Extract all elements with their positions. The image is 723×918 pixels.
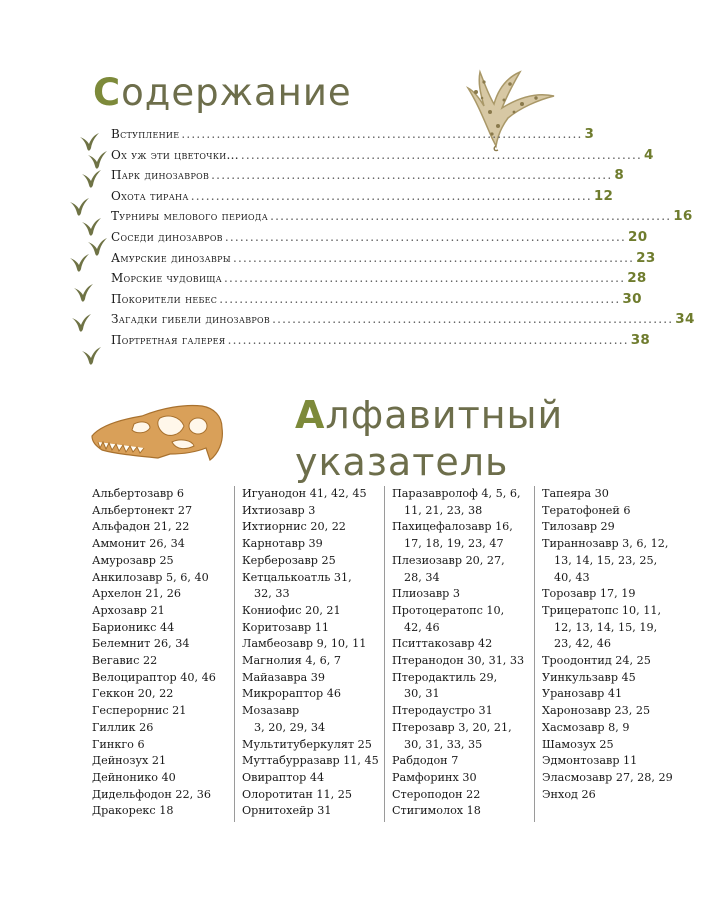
index-entry: Харонозавр 23, 25 <box>542 704 651 718</box>
index-entry-continuation: 28, 34 <box>404 570 440 584</box>
index-entry: Архозавр 21 <box>92 603 165 617</box>
toc-entry-page: 34 <box>675 311 695 328</box>
toc-list <box>111 126 695 353</box>
index-entry: Плезиозавр 20, 27, <box>392 553 505 567</box>
index-entry: Птеродактиль 29, <box>392 670 498 684</box>
toc-entry-title: Покорители небес <box>111 291 218 306</box>
index-entry: Мозазавр <box>242 704 300 718</box>
toc-entry-page: 23 <box>636 249 656 266</box>
toc-heading-rest: одержание <box>121 71 352 114</box>
toc-leader-dots: ................................................................................ <box>240 147 643 162</box>
index-entry: Кониофис 20, 21 <box>242 603 341 617</box>
index-column-4 <box>542 486 673 803</box>
index-entry: Эдмонтозавр 11 <box>542 754 638 768</box>
index-entry: Гиллик 26 <box>92 720 154 734</box>
index-entry: Альбертонект 27 <box>92 503 193 517</box>
index-entry: Рамфоринх 30 <box>392 770 477 784</box>
index-entry: Паразавролоф 4, 5, 6, <box>392 487 521 500</box>
index-entry: Протоцератопс 10, <box>392 603 505 617</box>
index-entry: Ламбеозавр 9, 10, 11 <box>242 637 367 651</box>
index-entry: Анкилозавр 5, 6, 40 <box>92 570 209 584</box>
toc-entry[interactable] <box>111 270 647 291</box>
column-divider <box>534 486 535 822</box>
toc-entry-page: 8 <box>614 167 625 184</box>
toc-entry[interactable] <box>111 331 651 353</box>
toc-leader-dots: ................................................................................ <box>190 188 592 203</box>
toc-entry-title: Охота тирана <box>111 188 189 203</box>
alphabetical-index <box>92 486 692 826</box>
index-entry: Карнотавр 39 <box>242 537 323 551</box>
toc-entry-page: 20 <box>628 228 648 245</box>
toc-heading <box>93 71 352 114</box>
toc-leader-dots: ................................................................................ <box>219 291 621 306</box>
index-entry: Альбертозавр 6 <box>92 487 185 500</box>
toc-leader-dots: ................................................................................ <box>224 271 626 286</box>
index-entry: Олоротитан 11, 25 <box>242 787 353 801</box>
index-entry: Уранозавр 41 <box>542 687 623 701</box>
toc-entry-title: Портретная галерея <box>111 332 226 347</box>
bird-icon <box>80 216 102 238</box>
toc-leader-dots: ................................................................................ <box>227 332 629 347</box>
bird-icon <box>80 345 102 367</box>
index-entry: Аммонит 26, 34 <box>92 537 185 551</box>
toc-entry[interactable] <box>111 311 695 332</box>
index-entry: Микрораптор 46 <box>242 687 341 701</box>
index-entry: Птерозавр 3, 20, 21, <box>392 720 512 734</box>
index-entry: Энход 26 <box>542 787 596 801</box>
toc-entry-title: Парк динозавров <box>111 168 210 183</box>
index-entry: Тираннозавр 3, 6, 12, <box>542 537 669 551</box>
index-entry: Дидельфодон 22, 36 <box>92 787 211 801</box>
toc-leader-dots: ................................................................................ <box>232 250 635 265</box>
index-entry: Тилозавр 29 <box>542 520 615 534</box>
index-entry: Эласмозавр 27, 28, 29 <box>542 770 673 784</box>
index-entry-continuation: 42, 46 <box>404 620 440 634</box>
index-entry: Мультитуберкулят 25 <box>242 737 372 751</box>
bird-icon <box>70 312 92 334</box>
toc-entry-title: Соседи динозавров <box>111 229 223 244</box>
index-heading-line-2: указатель <box>295 440 509 484</box>
index-entry: Шамозух 25 <box>542 737 614 751</box>
index-entry: Рабдодон 7 <box>392 754 459 768</box>
index-heading-rest: лфавитный <box>325 393 564 437</box>
column-divider <box>384 486 385 822</box>
toc-entry-title: Амурские динозавры <box>111 250 231 265</box>
bird-icon <box>80 168 102 190</box>
index-entry: Белемнит 26, 34 <box>92 637 190 651</box>
index-entry: Амурозавр 25 <box>92 553 174 567</box>
index-entry: Трицератопс 10, 11, <box>542 603 662 617</box>
toc-entry[interactable] <box>111 290 642 312</box>
index-heading-initial: А <box>295 393 326 437</box>
toc-entry-page: 3 <box>584 126 595 142</box>
index-entry-continuation: 40, 43 <box>554 570 590 584</box>
toc-entry[interactable] <box>111 187 614 209</box>
index-entry-continuation: 12, 13, 14, 15, 19, <box>554 620 658 634</box>
column-divider <box>234 486 235 822</box>
toc-entry[interactable] <box>111 249 656 271</box>
index-entry: Дейнонико 40 <box>92 770 176 784</box>
index-entry: Кетцалькоатль 31, <box>242 570 352 584</box>
toc-entry[interactable] <box>111 228 648 250</box>
toc-leader-dots: ................................................................................ <box>181 127 583 141</box>
index-entry-continuation: 3, 20, 29, 34 <box>254 720 326 734</box>
index-column-3 <box>392 486 524 820</box>
index-entry: Керберозавр 25 <box>242 553 336 567</box>
index-entry: Троодонтид 24, 25 <box>542 654 651 668</box>
index-entry: Барионикс 44 <box>92 620 175 634</box>
toc-entry[interactable] <box>111 208 693 229</box>
index-entry: Птеродаустро 31 <box>392 704 493 718</box>
toc-entry[interactable] <box>111 146 654 168</box>
index-entry: Ихтиорнис 20, 22 <box>242 520 346 534</box>
index-entry-continuation: 23, 42, 46 <box>554 637 611 651</box>
toc-entry-page: 12 <box>593 187 614 204</box>
index-entry: Дракорекс 18 <box>92 804 174 818</box>
bird-icon <box>72 282 94 304</box>
index-entry: Хасмозавр 8, 9 <box>542 720 630 734</box>
index-entry: Альфадон 21, 22 <box>92 520 190 534</box>
toc-leader-dots: ................................................................................ <box>272 312 674 327</box>
bird-icon <box>68 196 90 218</box>
toc-entry-title: Ох уж эти цветочки... <box>111 147 239 162</box>
toc-entry-title: Турниры мелового периода <box>111 209 269 224</box>
index-entry: Стероподон 22 <box>392 787 481 801</box>
index-entry: Пахицефалозавр 16, <box>392 520 513 534</box>
toc-entry-page: 4 <box>644 146 654 163</box>
toc-leader-dots: ................................................................................ <box>211 168 613 183</box>
toc-leader-dots: ................................................................................ <box>224 229 627 244</box>
index-entry: Тератофоней 6 <box>542 503 631 517</box>
index-entry: Пситтакозавр 42 <box>392 637 493 651</box>
index-entry: Муттабурразавр 11, 45 <box>242 754 379 768</box>
index-entry: Тапеяра 30 <box>542 487 609 500</box>
index-entry-continuation: 11, 21, 23, 38 <box>404 503 483 517</box>
index-entry: Магнолия 4, 6, 7 <box>242 654 341 668</box>
skull-icon <box>88 402 228 468</box>
index-entry: Плиозавр 3 <box>392 587 460 601</box>
index-column-2 <box>242 486 379 820</box>
index-heading-line-1 <box>295 392 563 439</box>
index-entry: Гесперорнис 21 <box>92 704 187 718</box>
index-entry: Архелон 21, 26 <box>92 587 182 601</box>
index-column-1 <box>92 486 216 820</box>
index-entry: Дейнозух 21 <box>92 754 167 768</box>
toc-entry-page: 38 <box>630 331 651 348</box>
index-entry: Майазавра 39 <box>242 670 325 684</box>
index-entry: Коритозавр 11 <box>242 620 329 634</box>
toc-entry-title: Вступление <box>111 127 180 141</box>
index-entry: Овираптор 44 <box>242 770 325 784</box>
index-entry: Геккон 20, 22 <box>92 687 174 701</box>
toc-entry-title: Морские чудовища <box>111 271 223 286</box>
index-entry: Ихтиозавр 3 <box>242 503 316 517</box>
index-entry: Стигимолох 18 <box>392 804 481 818</box>
index-entry-continuation: 13, 14, 15, 23, 25, <box>554 553 658 567</box>
bird-icon <box>68 252 90 274</box>
index-entry: Уинкульзавр 45 <box>542 670 636 684</box>
index-heading <box>295 392 563 486</box>
toc-entry-page: 28 <box>627 270 647 287</box>
toc-heading-initial: С <box>93 71 122 114</box>
index-entry: Гинкго 6 <box>92 737 145 751</box>
index-entry: Вегавис 22 <box>92 654 158 668</box>
toc-entry[interactable] <box>111 167 625 188</box>
index-entry: Игуанодон 41, 42, 45 <box>242 487 367 500</box>
index-entry: Торозавр 17, 19 <box>542 587 636 601</box>
toc-entry-page: 30 <box>622 290 642 307</box>
index-entry-continuation: 30, 31, 33, 35 <box>404 737 483 751</box>
index-entry-continuation: 30, 31 <box>404 687 440 701</box>
index-entry: Птеранодон 30, 31, 33 <box>392 654 525 668</box>
toc-leader-dots: ................................................................................ <box>270 209 672 224</box>
index-entry-continuation: 32, 33 <box>254 587 290 601</box>
toc-entry-title: Загадки гибели динозавров <box>111 312 271 327</box>
index-entry-continuation: 17, 18, 19, 23, 47 <box>404 537 504 551</box>
index-entry: Орнитохейр 31 <box>242 804 332 818</box>
toc-entry[interactable] <box>111 126 595 147</box>
index-entry: Велоцираптор 40, 46 <box>92 670 216 684</box>
toc-entry-page: 16 <box>673 208 693 225</box>
